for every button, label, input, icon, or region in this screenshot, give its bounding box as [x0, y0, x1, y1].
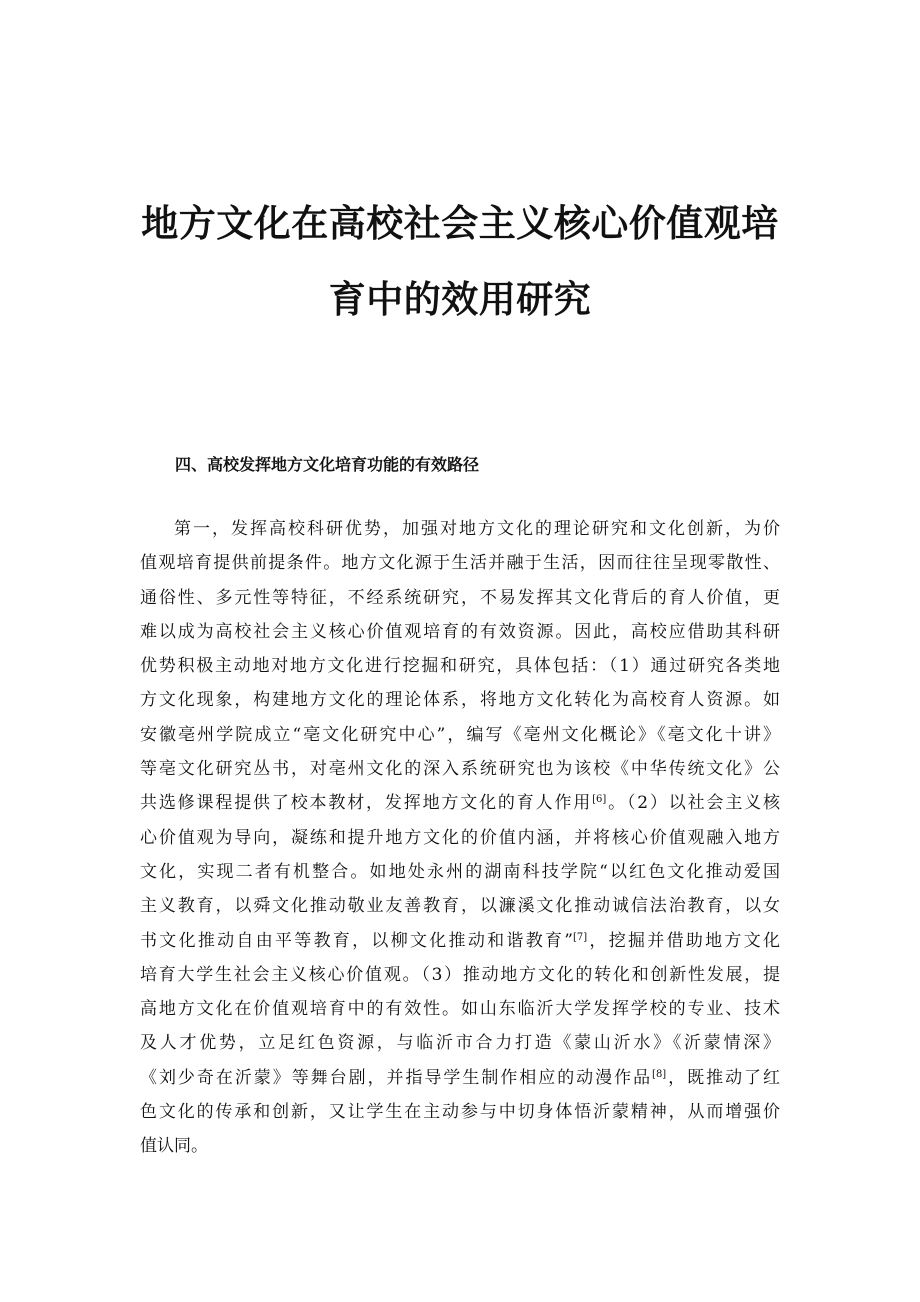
paragraph-line: 第一，发挥高校科研优势，加强对地方文化的理论研究和文化创新，为价 [174, 519, 780, 539]
paragraph-line: 及人才优势，立足红色资源，与临沂市合力打造《蒙山沂水》《沂蒙情深》 [140, 1033, 780, 1054]
title-line: 育中的效用研究 [328, 278, 592, 321]
paragraph-line: 通俗性、多元性等特征，不经系统研究，不易发挥其文化背后的育人价值，更 [140, 587, 780, 608]
line-text: ，既推动了红 [666, 1067, 781, 1088]
line-text: 《刘少奇在沂蒙》等舞台剧，并指导学生制作相应的动漫作品 [140, 1067, 653, 1088]
paragraph-line [140, 924, 780, 958]
paragraph-line: 值观培育提供前提条件。地方文化源于生活并融于生活，因而往往呈现零散性、 [140, 553, 780, 574]
citation-marker: [8] [652, 1068, 667, 1080]
citation-marker: [7] [572, 931, 588, 943]
paragraph-line: 方文化现象，构建地方文化的理论体系，将地方文化转化为高校育人资源。如 [140, 690, 780, 711]
paragraph-line: 色文化的传承和创新，又让学生在主动参与中切身体悟沂蒙精神，从而增强价 [140, 1102, 780, 1123]
paragraph-line: 高地方文化在价值观培育中的有效性。如山东临沂大学发挥学校的专业、技术 [140, 999, 780, 1020]
paragraph-line: 优势积极主动地对地方文化进行挖掘和研究，具体包括：（1）通过研究各类地 [140, 656, 780, 677]
paragraph-line: 等亳文化研究丛书，对亳州文化的深入系统研究也为该校《中华传统文化》公 [140, 759, 780, 780]
line-text: ，挖掘并借助地方文化 [587, 930, 780, 951]
section-heading: 四、高校发挥地方文化培育功能的有效路径 [175, 455, 480, 474]
body-paragraph [140, 512, 780, 1164]
paragraph-line: 培育大学生社会主义核心价值观。（3）推动地方文化的转化和创新性发展，提 [140, 964, 780, 985]
paragraph-line [140, 1061, 780, 1095]
paragraph-line: 值认同。 [140, 1136, 208, 1157]
document-title [120, 186, 800, 338]
citation-marker: [6] [592, 794, 607, 806]
paragraph-line: 安徽亳州学院成立“亳文化研究中心”，编写《亳州文化概论》《亳文化十讲》 [140, 724, 780, 745]
paragraph-line: 文化，实现二者有机整合。如地处永州的湖南科技学院“以红色文化推动爱国 [140, 861, 780, 882]
line-text: 。（2）以社会主义核 [606, 793, 780, 814]
paragraph-line: 心价值观为导向，凝练和提升地方文化的价值内涵，并将核心价值观融入地方 [140, 827, 780, 848]
paragraph-line: 主义教育，以舜文化推动敬业友善教育，以濂溪文化推动诚信法治教育，以女 [140, 896, 780, 917]
title-line: 地方文化在高校社会主义核心价值观培 [141, 202, 779, 245]
line-text: 共选修课程提供了校本教材，发挥地方文化的育人作用 [140, 793, 593, 814]
paragraph-line [140, 786, 780, 820]
paragraph-line: 难以成为高校社会主义核心价值观培育的有效资源。因此，高校应借助其科研 [140, 621, 780, 642]
line-text: 书文化推动自由平等教育，以柳文化推动和谐教育” [140, 930, 573, 951]
